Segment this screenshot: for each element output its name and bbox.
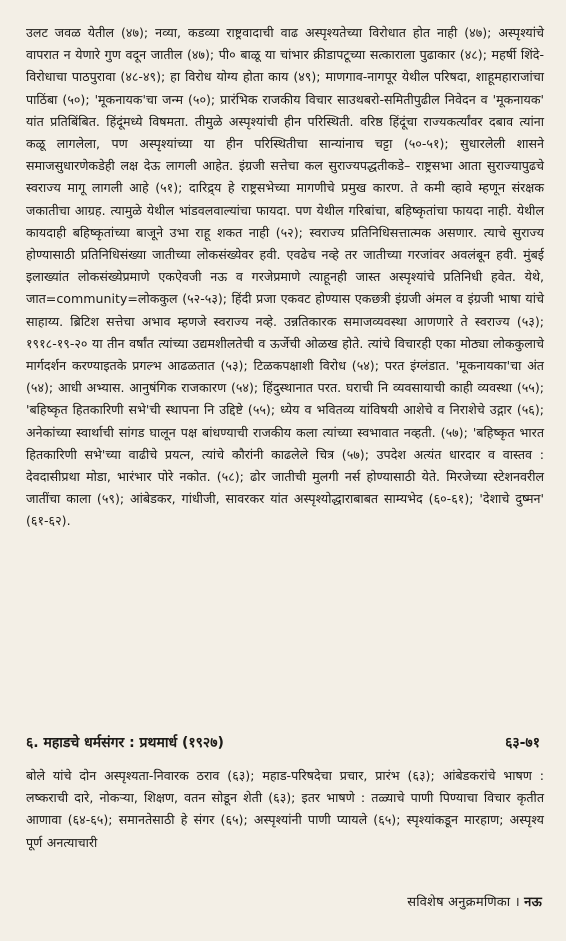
- chapter-page-range: ६३-७१: [505, 735, 540, 751]
- chapter-index-paragraph: बोले यांचे दोन अस्पृश्यता-निवारक ठराव (६३); महाड-परिषदेचा प्रचार, प्रारंभ (६३); आंबेडकरांचे भाषण : लष्कराची दारे, नोकऱ्या, शिक्षण, वतन सोडून शेती (६३); इतर भाषणे : तळ्याचे पाणी पिण्याचा विचार कृतीत आणावा (६४-६५); समानतेसाठी हे संगर (६५); अस्पृश्यांनी पाणी प्यायले (६५); स्पृश्यांकडून मारहाण; अस्पृश्य पूर्ण अनत्याचारी: [26, 768, 544, 850]
- chapter-heading: [26, 733, 544, 757]
- index-paragraph: उलट जवळ येतील (४७); नव्या, कडव्या राष्ट्रवादाची वाढ अस्पृश्यतेच्या विरोधात होत नाही (४७); अस्पृश्यांचे वापरात न येणारे गुण वदून जातील (४७); पी० बाळू या चांभार क्रीडापटूच्या सत्काराला पुढाकार (४८); महर्षी शिंदे-विरोधाचा पाठपुरावा (४८-४९); हा विरोध योग्य होता काय (४९); माणगाव-नागपूर येथील परिषदा, शाहूमहाराजांचा पाठिंबा (५०); 'मूकनायक'चा जन्म (५०); प्रारंभिक राजकीय विचार साउथबरो-समितीपुढील निवेदन व 'मूकनायक' यांत प्रतिबिंबित. हिंदूंमध्ये विषमता. तीमुळे अस्पृश्यांची हीन परिस्थिती. वरिष्ठ हिंदूंचा राज्यकर्त्यांवर दबाव त्यांना कळू लागलेला, पण अस्पृश्यांच्या या हीन परिस्थितीचा सान्यांनाच चट्टा (५०-५१); सुधारलेली शासने समाजसुधारणेकडेही लक्ष देऊ लागली आहेत. इंग्रजी सत्तेचा कल सुराज्यपद्धतीकडे– राष्ट्रसभा आता सुराज्यापुढचे स्वराज्य मागू लागली आहे (५१); दारिद्र्य हे राष्ट्रसभेच्या मागणीचे प्रमुख कारण. ते कमी व्हावे म्हणून संरक्षक जकातीचा आग्रह. त्यामुळे येथील भांडवलवाल्यांचा फायदा. पण येथील गरिबांचा, बहिष्कृतांचा फायदा नाही. येथील कायदाही बहिष्कृतांच्या बाजूने उभा राहू शकत नाही (५२); स्वराज्य प्रतिनिधिसत्तात्मक असणार. त्याचे सुराज्य होण्यासाठी प्रतिनिधिसंख्या जातीच्या लोकसंख्येवर हवी. एवढेच नव्हे तर जातीच्या गरजांवर अवलंबून हवी. मुंबई इलाख्यांत लोकसंख्येप्रमाणे एकऐवजी नऊ व गरजेप्रमाणे त्याहूनही जास्त अस्पृश्यांचे प्रतिनिधी हवेत. येथे, जात=community=लोककुल (५२-५३); हिंदी प्रजा एकवट होण्यास एकछत्री इंग्रजी अंमल व इंग्रजी भाषा यांचे साहाय्य. ब्रिटिश सत्तेचा अभाव म्हणजे स्वराज्य नव्हे. उन्नतिकारक समाजव्यवस्था आणणारे ते स्वराज्य (५३); १९१८-१९-२० या तीन वर्षांत त्यांच्या उद्यमशीलतेची व ऊर्जेची ओळख होते. त्यांचे विचारही एका मोठ्या लोककुलाचे मार्गदर्शन करण्याइतके प्रगल्भ आढळतात (५३); टिळकपक्षाशी विरोध (५४); परत इंग्लंडात. 'मूकनायका'चा अंत (५४); आधी अभ्यास. आनुषंगिक राजकारण (५४); हिंदुस्थानात परत. घराची नि व्यवसायाची काही व्यवस्था (५५); 'बहिष्कृत हितकारिणी सभे'ची स्थापना नि उद्दिष्टे (५५); ध्येय व भवितव्य यांविषयी आशेचे व निराशेचे उद्गार (५६); अनेकांच्या स्वार्थाची सांगड घालून पक्ष बांधण्याची राजकीय कला त्यांच्या स्वभावात नव्हती. (५७); 'बहिष्कृत भारत हितकारिणी सभे'च्या वाढीचे प्रयत्न, त्यांचे कौरांनी काढलेले चित्र (५७); उपदेश अत्यंत धारदार व वास्तव : देवदासीप्रथा मोडा, भारंभार पोरे नकोत. (५८); ढोर जातीची मुलगी नर्स होण्यासाठी येते. मिरजेच्या स्टेशनवरील जातींचा काला (५९); आंबेडकर, गांधीजी, सावरकर यांत अस्पृश्योद्धाराबाबत साम्यभेद (६०-६१); 'देशाचे दुष्मन' (६१-६२).: [26, 25, 544, 529]
- page-number: नऊ: [524, 895, 542, 910]
- footer-label: सविशेष अनुक्रमणिका ।: [407, 895, 520, 910]
- chapter-title: ६. महाडचे धर्मसंगर : प्रथमार्ध (१९२७): [26, 735, 224, 751]
- page-footer: [407, 892, 542, 910]
